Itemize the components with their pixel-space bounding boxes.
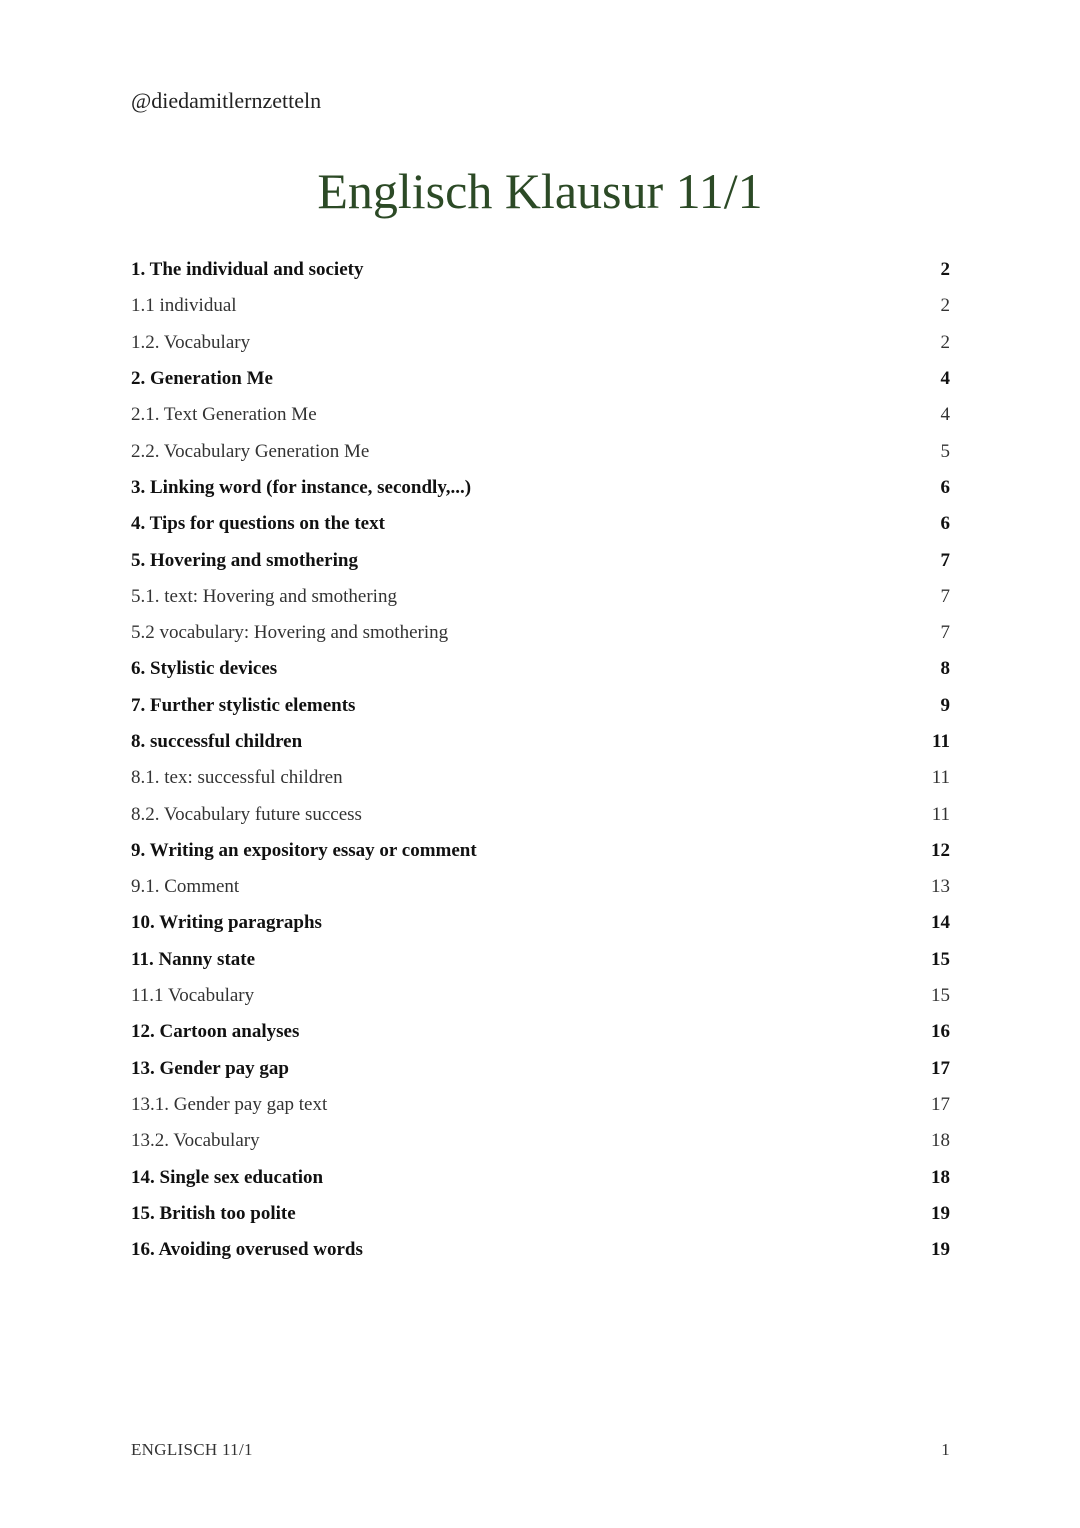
toc-entry-label: 9.1. Comment xyxy=(131,876,240,898)
toc-entry-label: 8. successful children xyxy=(131,731,303,752)
toc-entry-subsection[interactable] xyxy=(131,796,950,832)
toc-entry-page: 19 xyxy=(931,1239,950,1261)
page-footer xyxy=(131,1440,950,1460)
toc-entry-page: 16 xyxy=(931,1021,950,1043)
toc-entry-label: 15. British too polite xyxy=(131,1202,296,1224)
toc-entry-page: 9 xyxy=(940,694,950,716)
toc-entry-label: 9. Writing an expository essay or comment xyxy=(131,839,477,861)
toc-entry-section[interactable] xyxy=(131,1159,950,1195)
toc-entry-page: 17 xyxy=(931,1093,950,1115)
toc-entry-section[interactable] xyxy=(131,905,950,941)
toc-entry-page: 2 xyxy=(940,259,950,281)
toc-entry-label: 8.2. Vocabulary future success xyxy=(131,803,362,825)
toc-entry-section[interactable] xyxy=(131,833,950,869)
toc-entry-page: 18 xyxy=(931,1166,950,1188)
toc-entry-label: 4. Tips for questions on the text xyxy=(131,513,385,535)
toc-entry-page: 11 xyxy=(931,803,950,825)
toc-entry-subsection[interactable] xyxy=(131,433,950,469)
toc-entry-page: 8 xyxy=(940,658,950,680)
toc-entry-label: 5.1. text: Hovering and smothering xyxy=(131,585,397,607)
toc-entry-label: 12. Cartoon analyses xyxy=(131,1021,300,1043)
toc-entry-label: 1. The individual and society xyxy=(131,259,364,281)
toc-entry-page: 7 xyxy=(940,549,950,571)
toc-entry-page: 18 xyxy=(931,1130,950,1152)
toc-entry-page: 11 xyxy=(931,767,950,789)
toc-entry-section[interactable] xyxy=(131,361,950,397)
toc-entry-subsection[interactable] xyxy=(131,760,950,796)
toc-entry-subsection[interactable] xyxy=(131,978,950,1014)
toc-entry-label: 8.1. tex: successful children xyxy=(131,767,343,789)
toc-entry-label: 5. Hovering and smothering xyxy=(131,549,358,571)
toc-entry-section[interactable] xyxy=(131,506,950,542)
footer-page-number: 1 xyxy=(941,1440,950,1459)
toc-entry-section[interactable] xyxy=(131,252,950,288)
toc-entry-label: 1.1 individual xyxy=(131,295,237,317)
toc-entry-section[interactable] xyxy=(131,1051,950,1087)
toc-entry-section[interactable] xyxy=(131,1196,950,1232)
toc-entry-page: 6 xyxy=(940,476,950,498)
toc-entry-section[interactable] xyxy=(131,942,950,978)
toc-entry-label: 5.2 vocabulary: Hovering and smothering xyxy=(131,622,449,644)
toc-entry-page: 7 xyxy=(940,585,950,607)
toc-entry-label: 2.2. Vocabulary Generation Me xyxy=(131,440,370,462)
toc-entry-label: 13.1. Gender pay gap text xyxy=(131,1093,328,1115)
toc-entry-page: 11 xyxy=(932,731,950,752)
toc-entry-section[interactable] xyxy=(131,470,950,506)
toc-entry-section[interactable] xyxy=(131,1232,950,1268)
toc-entry-label: 2. Generation Me xyxy=(131,368,273,390)
toc-entry-label: 13. Gender pay gap xyxy=(131,1057,290,1079)
toc-entry-section[interactable] xyxy=(131,651,950,687)
table-of-contents xyxy=(131,252,950,1268)
document-title: Englisch Klausur 11/1 xyxy=(317,163,763,219)
toc-entry-subsection[interactable] xyxy=(131,1087,950,1123)
toc-entry-label: 14. Single sex education xyxy=(131,1166,324,1188)
toc-entry-label: 7. Further stylistic elements xyxy=(131,694,356,716)
toc-entry-page: 7 xyxy=(940,622,950,644)
toc-entry-subsection[interactable] xyxy=(131,1123,950,1159)
toc-entry-section[interactable] xyxy=(131,688,950,724)
toc-entry-page: 15 xyxy=(931,948,950,970)
toc-entry-label: 3. Linking word (for instance, secondly,...) xyxy=(131,476,472,498)
toc-entry-page: 2 xyxy=(940,295,950,317)
toc-entry-label: 2.1. Text Generation Me xyxy=(131,404,317,426)
toc-entry-label: 16. Avoiding overused words xyxy=(131,1239,363,1261)
toc-entry-section[interactable] xyxy=(131,724,950,760)
toc-entry-label: 6. Stylistic devices xyxy=(131,658,278,680)
toc-entry-page: 17 xyxy=(931,1057,950,1079)
toc-entry-label: 11. Nanny state xyxy=(131,948,256,970)
toc-entry-subsection[interactable] xyxy=(131,288,950,324)
toc-entry-label: 10. Writing paragraphs xyxy=(131,912,322,934)
author-handle: @diedamitlernzetteln xyxy=(131,88,322,113)
toc-entry-subsection[interactable] xyxy=(131,579,950,615)
toc-entry-label: 1.2. Vocabulary xyxy=(131,331,251,353)
toc-entry-section[interactable] xyxy=(131,542,950,578)
toc-entry-page: 15 xyxy=(931,985,950,1007)
toc-entry-page: 4 xyxy=(940,404,950,426)
toc-entry-page: 4 xyxy=(940,368,950,390)
toc-entry-page: 2 xyxy=(940,331,950,353)
toc-entry-subsection[interactable] xyxy=(131,869,950,905)
toc-entry-section[interactable] xyxy=(131,1014,950,1050)
toc-entry-page: 14 xyxy=(931,912,950,934)
toc-entry-subsection[interactable] xyxy=(131,397,950,433)
toc-entry-page: 19 xyxy=(931,1202,950,1224)
toc-entry-page: 12 xyxy=(931,839,950,861)
toc-entry-label: 13.2. Vocabulary xyxy=(131,1130,260,1152)
toc-entry-page: 6 xyxy=(940,513,950,535)
toc-entry-page: 13 xyxy=(931,876,950,898)
toc-entry-page: 5 xyxy=(940,440,950,462)
toc-entry-subsection[interactable] xyxy=(131,325,950,361)
toc-entry-label: 11.1 Vocabulary xyxy=(131,985,255,1007)
toc-entry-subsection[interactable] xyxy=(131,615,950,651)
footer-label: ENGLISCH 11/1 xyxy=(131,1440,253,1459)
